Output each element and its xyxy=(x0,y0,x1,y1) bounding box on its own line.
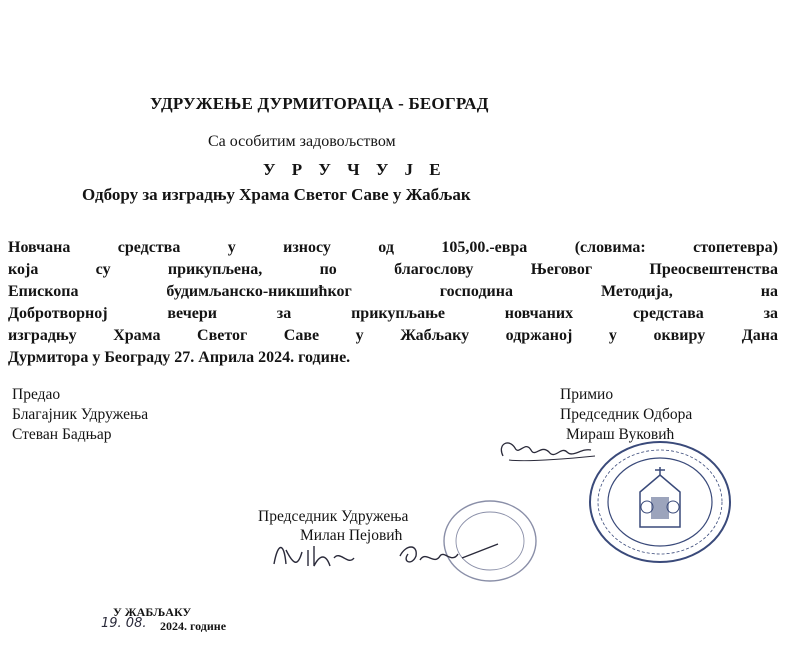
intro-line: Са особитим задовољством xyxy=(208,133,396,150)
body-line: Дурмитора у Београду 27. Априла 2024. године. xyxy=(8,349,351,366)
church-stamp xyxy=(585,437,735,567)
body-line: Новчана средства у износу од 105,00.-евра (словима: стопетевра) xyxy=(8,239,778,256)
awards-heading: У Р У Ч У Ј Е xyxy=(263,160,447,179)
body-paragraph xyxy=(8,237,778,369)
handwritten-date: 19. 08. xyxy=(101,616,147,631)
organization-title: УДРУЖЕЊЕ ДУРМИТОРАЦА - БЕОГРАД xyxy=(150,94,489,113)
receiver-label: Примио xyxy=(560,386,614,403)
year-text: 2024. године xyxy=(160,619,227,633)
body-line: изградњу Храма Светог Саве у Жабљаку одржаној у оквиру Дана xyxy=(8,327,778,344)
place-text: У ЖАБЉАКУ xyxy=(113,605,192,619)
president-role: Председник Удружења xyxy=(258,508,409,525)
body-line: која су прикупљена, по благослову Његовог Преосвештенства xyxy=(8,261,778,278)
handover-label: Предао xyxy=(12,386,61,403)
body-line: Епископа будимљанско-никшићког господина Методија, на xyxy=(8,283,778,300)
receiver-role: Председник Одбора xyxy=(560,406,693,423)
president-signature xyxy=(268,536,518,576)
handover-role: Благајник Удружења xyxy=(12,406,149,423)
receiver-name: Мираш Вуковић xyxy=(566,426,675,443)
body-line: Добротворној вечери за прикупљање новчаних средстава за xyxy=(8,305,778,322)
handover-name: Стеван Бадњар xyxy=(12,426,112,443)
recipient-line: Одбору за изградњу Храма Светог Саве у Жабљак xyxy=(82,185,471,204)
president-name: Милан Пејовић xyxy=(300,527,403,544)
